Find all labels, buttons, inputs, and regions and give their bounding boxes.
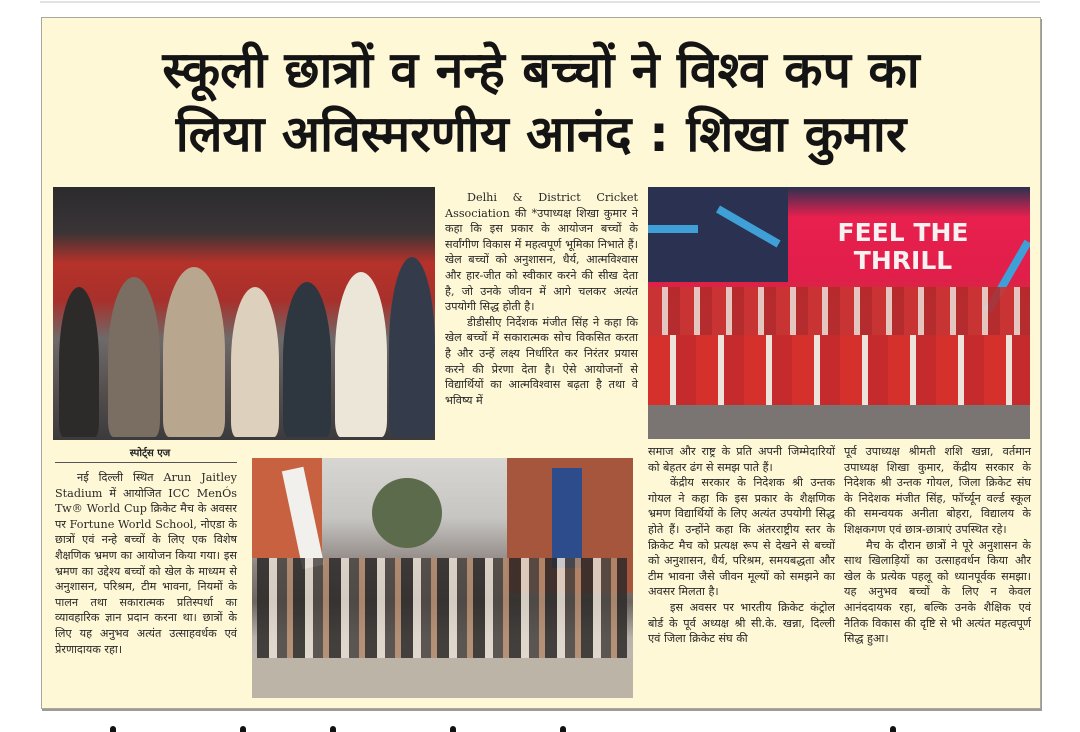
person-figure: [231, 287, 279, 437]
tree: [372, 478, 442, 548]
person-figure: [163, 267, 225, 437]
crowd-front-row: [648, 335, 1030, 405]
paragraph: पूर्व उपाध्यक्ष श्रीमती शशि खन्ना, वर्तमान उपाध्यक्ष शिखा कुमार, केंद्रीय सरकार के निदेशक श्री उन्तक गोयल, जिला क्रिकेट संघ के निदेशक मंजीत सिंह, फॉर्च्यून वर्ल्ड स्कूल की समन्वयक अनीता बोहरा, विद्यालय के शिक्षकगण एवं छात्र-छात्राएं उपस्थित रहे।: [844, 445, 1031, 536]
paragraph: डीडीसीए निर्देशक मंजीत सिंह ने कहा कि खेल बच्चों में सकारात्मक सोच विकसित करता है और उन्हें लक्ष्य निर्धारित कर निरंतर प्रयास करने की प्रेरणा देता है। ऐसे आयोजनों से विद्यार्थियों का आत्मविश्वास बढ़ता है तथा वे भविष्य में: [445, 315, 638, 407]
photo-teachers-outside-stadium: [252, 458, 633, 698]
article-column-1: [55, 470, 237, 657]
crowd-back-row: [648, 287, 1030, 337]
headline-line-1: स्कूली छात्रों व नन्हे बच्चों ने विश्व कप का: [162, 41, 920, 99]
group-of-people: [257, 558, 627, 658]
article-column-2: [445, 190, 638, 408]
banner-text-line-1: FEEL THE: [837, 218, 969, 247]
byline-divider: [55, 462, 237, 463]
paragraph: मैच के दौरान छात्रों ने पूरे अनुशासन के साथ खिलाड़ियों का उत्साहवर्धन किया और खेल के प्रत्येक पहलू को ध्यानपूर्वक समझा। यह अनुभव बच्चों के लिए न केवल आनंददायक रहा, बल्कि उनके शैक्षिक एवं नैतिक विकास की दृष्टि से भी अत्यंत महत्वपूर्ण सिद्ध हुआ।: [844, 538, 1031, 646]
newspaper-clipping: [41, 17, 1041, 709]
person-figure: [335, 272, 387, 437]
paragraph: Delhi & District Cricket Association की *उपाध्यक्ष शिखा कुमार ने कहा कि इस प्रकार के आयोजन बच्चों के सर्वांगीण विकास में महत्वपूर्ण भूमिका निभाते हैं। खेल बच्चों को अनुशासन, धैर्य, आत्मविश्वास और हार-जीत को स्वीकार करने की सीख देता है, जो उनके जीवन में आगे चलकर अत्यंत उपयोगी सिद्ध होती है।: [445, 191, 638, 314]
photo-officials-stadium: [53, 187, 435, 440]
paragraph: केंद्रीय सरकार के निदेशक श्री उन्तक गोयल ने कहा कि इस प्रकार के शैक्षणिक भ्रमण विद्यार्थियों के लिए अत्यंत उपयोगी सिद्ध होते हैं। उन्होंने कहा कि अंतरराष्ट्रीय स्तर के क्रिकेट मैच को प्रत्यक्ष रूप से देखने से बच्चों को अनुशासन, धैर्य, परिश्रम, समयबद्धता और टीम भावना जैसे जीवन मूल्यों को समझने का अवसर मिलता है।: [648, 476, 835, 599]
headline-line-2: लिया अविस्मरणीय आनंद : शिखा कुमार: [175, 105, 907, 163]
article-column-4: [844, 444, 1031, 647]
person-figure: [108, 277, 160, 437]
article-column-3: [648, 444, 835, 647]
paragraph: समाज और राष्ट्र के प्रति अपनी जिम्मेदारियों को बेहतर ढंग से समझ पाते हैं।: [648, 445, 835, 474]
banner-text: [828, 219, 978, 275]
next-article-headline-cutoff: [40, 722, 1040, 732]
flag-banner: [552, 468, 582, 568]
person-figure: [59, 287, 99, 437]
banner-text-line-2: THRILL: [853, 246, 953, 275]
paragraph: इस अवसर पर भारतीय क्रिकेट कंट्रोल बोर्ड के पूर्व अध्यक्ष श्री सी.के. खन्ना, दिल्ली एवं जिला क्रिकेट संघ की: [648, 600, 835, 646]
photo-students-feel-the-thrill: [648, 187, 1030, 439]
paragraph: नई दिल्ली स्थित Arun Jaitley Stadium में आयोजित ICC MenÓs Tw® World Cup क्रिकेट मैच के अवसर पर Fortune World School, नोएडा के छात्रों एवं नन्हे बच्चों के लिए एक विशेष शैक्षणिक भ्रमण का आयोजन किया गया। इस भ्रमण का उद्देश्य बच्चों को खेल के माध्यम से अनुशासन, परिश्रम, टीम भावना, नियमों के पालन तथा सकारात्मक प्रतिस्पर्धा का व्यावहारिक ज्ञान प्रदान करना था। छात्रों के लिए यह अनुभव अत्यंत उत्साहवर्धक एवं प्रेरणादायक रहा।: [55, 471, 237, 656]
person-figure: [283, 282, 331, 437]
top-divider: [40, 1, 1040, 3]
person-figure: [389, 257, 435, 437]
banner-stripe: [648, 225, 698, 233]
paved-ground: [252, 658, 633, 698]
ground: [648, 405, 1030, 439]
byline: स्पोर्ट्स एज: [129, 448, 171, 459]
